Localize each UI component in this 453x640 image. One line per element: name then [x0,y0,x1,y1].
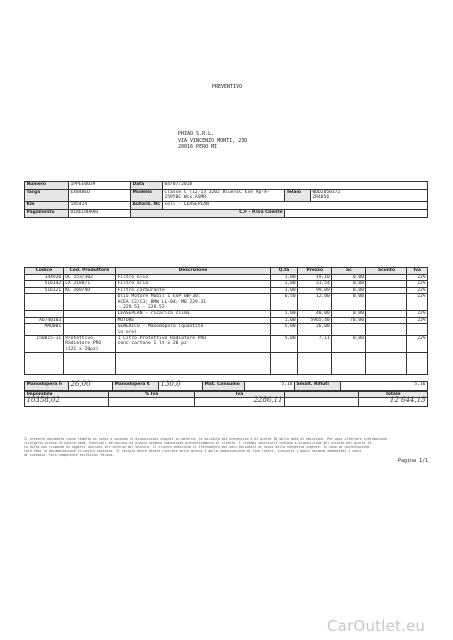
cell-iva: 22% [407,275,428,281]
manod-e-cell [159,382,203,391]
modello-value: Classe C (12-13 3202 BlueTEC Exe Ap-A-159Y0C Wcx.ASMR [163,190,285,202]
km-value: 185424 [69,202,131,210]
cell-qta: 1,00 [270,317,297,323]
cell-prezzo: 31,54 [298,281,332,287]
header-sc: Sc [332,268,366,275]
table-spacer-row [25,353,428,375]
targa-value: EX848ED [69,190,131,202]
summary-table [24,391,428,407]
km-label: Km [25,202,69,210]
cell-sc: 0,00 [332,275,366,281]
cell-produttore: Protettivo Radiatore PRO (12C x 20pz) [63,336,115,353]
manod-h-value: 26,00 [70,380,91,388]
cell-qta: 1,00 [270,281,297,287]
items-header-row [25,268,428,275]
iva-label: Iva [195,392,285,398]
cell-iva: 22% [407,317,428,323]
cell-iva: 22% [407,336,428,353]
header-sconto: Sconto [366,268,407,275]
cell-sconto [366,294,407,311]
cell-sc: 0,00 [332,281,366,287]
description-line: GENERICO - Manodopera (quantità [117,324,204,330]
note-line-5: di custodia. Foro competente esclusivo: Milano. [24,453,115,457]
spacer-cell [407,353,428,375]
iva-pct-label: % Iva [109,392,195,398]
cell-qta: 1,00 [270,287,297,293]
header-cod-produttore: Cod. Produttore [63,268,115,275]
cell-iva: 22% [407,294,428,311]
description-line: Olio Motore Mobil 1 ESP 0W-30; [117,294,201,300]
imponibile-cell [25,398,109,407]
numero-label: Numero [25,182,69,190]
fine-print [24,437,428,457]
cell-produttore: LX 3180/1 [63,281,115,287]
cell-produttore: KL 169/4D [63,287,115,293]
cell-codice [25,294,64,311]
cell-codice: 516121 [25,287,64,293]
cell-qta: 1,00 [270,275,297,281]
note-line-3: La ditta non risponde di oggetti lasciati all'interno del veicolo. Il cliente autorizza il trattamento dei dati personali ai sensi della normativa vigente. In caso di contestazione [24,445,370,449]
cell-codice: A6740103 [25,317,64,323]
header-codice: Codice [25,268,64,275]
description-line: ACEA C2/C3; BMW LL-04; MB 229.31 [117,299,207,305]
company-address [178,131,247,151]
cell-descrizione [116,336,271,353]
spacer-cell [25,353,64,375]
manod-e-label: Manodopera € [113,382,159,391]
mat-consumo-label: Mat. Consumo [203,382,245,391]
cell-codice: MAO001 [25,324,64,336]
description-line: Filtro carburante [117,287,165,293]
cell-iva: 22% [407,287,428,293]
description-line: Filtro aria [117,281,148,287]
blank-cell [285,398,359,407]
cell-produttore [63,294,115,311]
imponibile-label: Imponibile [25,392,109,398]
cell-prezzo: 7,11 [298,336,332,353]
manod-e-value: 130,0 [160,380,181,388]
imponibile-value: 10358,02 [26,396,60,405]
iva-cell [195,398,285,407]
totale-cell [359,398,428,407]
description-line: conc cartone 1 lt x 20 pz [117,341,187,347]
smalt-value: 5,16 [341,382,428,391]
iva-value: 2286,11 [253,396,283,405]
data-label: Data [131,182,163,190]
autoriz-label: Autoriz. Nr. [131,202,163,210]
cell-qta: 1,00 [270,311,297,317]
data-value: 04/07/2018 [163,182,428,190]
cell-codice: 144920 [25,275,64,281]
numero-value: 1PPEE0039 [69,182,131,190]
cell-sconto [366,336,407,353]
cell-iva: 22% [407,281,428,287]
cell-iva: 22% [407,311,428,317]
pagamento-value: DIRECRDARO [69,210,131,218]
header-qta: Q.tà [270,268,297,275]
table-row [25,294,428,311]
cell-prezzo: 99,09 [298,287,332,293]
description-line: - 229.51 - 229.52 [117,305,165,311]
company-city: 20016 PERO MI [178,144,218,150]
smalt-label: Smalt. Rifiuti [295,382,341,391]
cell-sconto [366,324,407,336]
spacer-cell [270,353,297,375]
autoriz-value: soll - LEASEPLAN [163,202,428,210]
cell-sc [332,324,366,336]
telaio-value [311,190,428,202]
description-line: MOTORE [117,317,135,323]
cell-iva [407,324,428,336]
telaio-label: Telaio [285,190,311,202]
cell-qta: 5,00 [270,336,297,353]
table-row [25,324,428,336]
doc-title: PREVENTIVO [212,84,243,90]
cell-sc: 0,00 [332,311,366,317]
telaio-line-1: WDD2050372 [312,190,341,195]
cell-sc: 0,00 [332,287,366,293]
totale-value: 12 644,13 [389,396,426,405]
totals-table [24,381,428,391]
cell-prezzo: 40,00 [298,311,332,317]
cell-produttore [63,324,115,336]
spacer-cell [366,353,407,375]
iva-pct-value [109,398,195,407]
cell-qta: 5,00 [270,324,297,336]
cell-prezzo: 5965,40 [298,317,332,323]
note-line-4: farà fede la documentazione in nostro possesso. Il veicolo dovrà essere ritirato entro giorni 3 dalla comunicazione di fine lavori, trascorsi i quali saranno addebitati i costi [24,449,362,453]
note-line-1: Il presente documento viene redatto ai sensi e secondo le disposizioni vigenti in materia; la validità del preventivo è di giorni 30 dalla data di emissione. Per ogni ulteriore informazione [24,437,387,441]
cf-value [285,210,428,218]
page-number: Pagina 1/1 [398,458,429,464]
description-line: Filtro olio [117,275,148,280]
totale-label: Totale [359,392,428,398]
cell-sc: 0,00 [332,294,366,311]
cell-codice: 516142 [25,281,64,287]
cell-prezzo: 19,10 [298,275,332,281]
cell-descrizione [116,294,271,311]
cell-descrizione [116,324,271,336]
description-line: 1 Litro Protettivo Radiatore PRO [117,336,207,342]
pagamento-label: Pagamento [25,210,69,218]
manod-h-label: Manodopera h [25,382,69,391]
cell-produttore: OC 153/302 [63,275,115,281]
cell-codice: 150015-11 [25,336,64,353]
cell-sc: 70,00 [332,317,366,323]
items-body [25,275,428,375]
cell-prezzo: 26,00 [298,324,332,336]
info-table [24,181,428,218]
header-descrizione: Descrizione [116,268,271,275]
manod-h-cell [69,382,113,391]
modello-label: Modello [131,190,163,202]
cell-prezzo: 12,00 [298,294,332,311]
cell-sc: 0,00 [332,336,366,353]
header-iva: Iva [407,268,428,275]
header-prezzo: Prezzo [298,268,332,275]
targa-label: Targa [25,190,69,202]
spacer-cell [332,353,366,375]
description-line: in ore) [117,329,137,335]
note-line-2: rivolgersi presso la nostra sede. Eventuali variazioni di prezzo saranno comunicate preventivamente al cliente. I ricambi sostituiti restano a disposizione del cliente per giorni 15. [24,441,374,445]
mat-consumo-value: 5,16 [245,382,295,391]
spacer-cell [298,353,332,375]
watermark: CarOutlet.eu [327,617,426,635]
description-line: LEASEPLAN - ricarica clima [117,311,190,317]
cf-label: C.F - P.Iva Cliente [131,210,285,218]
spacer-cell [116,353,271,375]
cell-qta: 6,50 [270,294,297,311]
table-row [25,336,428,353]
spacer-cell [63,353,115,375]
telaio-line-2: 2R4856 [312,195,330,201]
company-street: VIA VINCENZO MONTI, 23D [178,137,248,144]
items-table [24,267,428,375]
company-name: PHIAO S.R.L. [178,131,215,137]
